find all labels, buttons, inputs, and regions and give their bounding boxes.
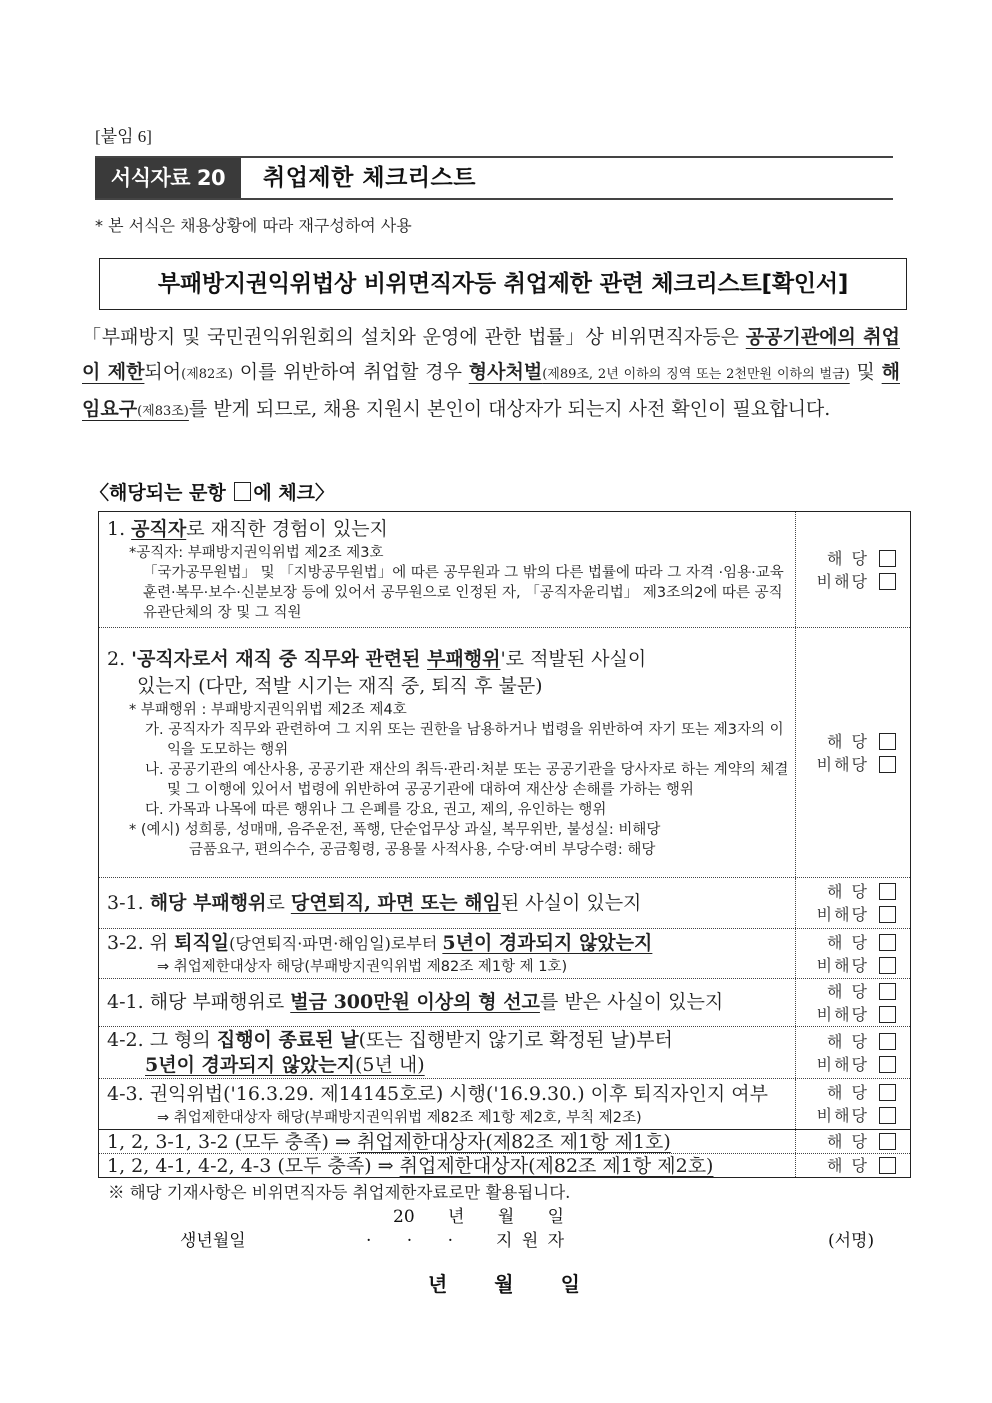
option-applicable[interactable]	[827, 980, 896, 1003]
question-keyword: 부패행위	[427, 647, 501, 670]
question-keyword: 집행이 종료된 날	[216, 1028, 359, 1051]
checkbox[interactable]	[879, 906, 896, 923]
option-label: 비해당	[816, 1004, 869, 1024]
summary-condition: 1, 2, 4-1, 4-2, 4-3 (모두 충족) ⇒	[107, 1154, 400, 1177]
heading-text: 〈해당되는 문항	[90, 482, 233, 504]
summary-result: 취업제한대상자(제82조 제1항 제2호)	[399, 1154, 714, 1177]
question-cell	[99, 512, 796, 627]
question-cell	[99, 1079, 796, 1129]
question-text: 로 재직한 경험이 있는지	[186, 518, 388, 540]
question-title	[107, 516, 789, 543]
intro-penalty-detail: (제89조, 2년 이하의 징역 또는 2천만원 이하의 벌금)	[542, 367, 850, 382]
birthdate-field[interactable]: . . .	[366, 1226, 454, 1246]
checklist-row-2	[99, 627, 910, 877]
date-line[interactable]: 20 년 월 일	[393, 1207, 565, 1227]
question-text: 해당 부패행위로	[149, 991, 291, 1013]
question-number: 3-2.	[107, 932, 150, 954]
checkbox[interactable]	[879, 756, 896, 773]
answer-cell	[796, 628, 910, 877]
example-not-applicable: * (예시) 성희롱, 성매매, 음주운전, 폭행, 단순업무상 과실, 복무위반, 불성실: 비해당	[129, 821, 661, 838]
question-number: 4-2.	[107, 1028, 150, 1051]
usage-note: * 본 서식은 채용상황에 따라 재구성하여 사용	[95, 216, 412, 235]
option-applicable[interactable]	[827, 880, 896, 903]
checkbox[interactable]	[879, 1107, 896, 1124]
option-applicable[interactable]	[827, 1131, 896, 1153]
option-applicable[interactable]	[827, 547, 896, 570]
intro-article-ref: (제83조)	[137, 404, 189, 419]
option-label: 해 당	[827, 548, 869, 568]
checkbox[interactable]	[879, 573, 896, 590]
question-title	[107, 646, 789, 673]
checkbox[interactable]	[879, 733, 896, 750]
option-label: 비해당	[816, 754, 869, 774]
answer-cell	[796, 1027, 910, 1078]
option-label: 해 당	[827, 981, 869, 1001]
option-not-applicable[interactable]	[817, 954, 896, 977]
answer-cell	[796, 979, 910, 1026]
form-title-bar	[95, 156, 893, 200]
checkbox[interactable]	[879, 957, 896, 974]
answer-cell	[796, 1079, 910, 1129]
option-label: 해 당	[827, 731, 869, 751]
question-text: (당연퇴직·파면·해임일)로부터	[229, 934, 443, 953]
checkbox-glyph-icon	[234, 482, 251, 501]
option-label: 비해당	[816, 905, 869, 924]
option-label: 비해당	[816, 1106, 869, 1125]
form-number-badge: 서식자료 20	[95, 158, 241, 198]
signature-field[interactable]: (서명)	[828, 1231, 875, 1251]
checklist-row-4-1	[99, 978, 910, 1026]
question-number: 3-1.	[107, 891, 150, 914]
example-applicable: 금품요구, 편의수수, 공금횡령, 공용물 사적사용, 수당·여비 부당수령: 해당	[189, 841, 656, 858]
intro-text: 를 받게 되므로, 채용 지원시 본인이 대상자가 되는지 사전 확인이 필요합니다.	[188, 398, 831, 420]
option-label: 비해당	[816, 571, 869, 591]
question-text-line2	[107, 1053, 789, 1078]
question-text: 권익위법('16.3.29. 제14145호로) 시행('16.9.30.) 이후 퇴직자인지 여부	[149, 1082, 768, 1105]
option-not-applicable[interactable]	[817, 753, 896, 776]
checklist-row-3-1	[99, 877, 910, 928]
question-keyword: 벌금 300만원 이상의 형 선고	[290, 991, 540, 1013]
bottom-date: 년 월 일	[428, 1272, 580, 1296]
option-label: 해 당	[827, 1083, 869, 1102]
definition-da: 다. 가목과 나목에 따른 행위나 그 은폐를 강요, 권고, 제의, 유인하는 행위	[145, 801, 607, 818]
option-not-applicable[interactable]	[817, 1053, 896, 1076]
summary-condition: 1, 2, 3-1, 3-2 (모두 충족) ⇒	[107, 1130, 357, 1153]
checkbox[interactable]	[879, 883, 896, 900]
checkbox[interactable]	[879, 934, 896, 951]
check-instruction-heading	[90, 478, 334, 505]
intro-emphasis-criminal-penalty: 형사처벌	[468, 361, 543, 383]
question-text: (또는 집행받지 않기로 확정된 날)부터	[358, 1028, 673, 1051]
summary-text	[107, 1131, 789, 1153]
definition-ga: 가. 공직자가 직무와 관련하여 그 지위 또는 권한을 남용하거나 법령을 위반하여 자기 또는 제3자의 이익을 도모하는 행위	[145, 721, 784, 758]
summary-row-2	[99, 1153, 910, 1177]
question-keyword: 당연퇴직, 파면 또는 해임	[290, 891, 501, 914]
question-cell	[99, 1027, 796, 1078]
data-usage-note: ※ 해당 기재사항은 비위면직자등 취업제한자료로만 활용됩니다.	[108, 1183, 571, 1202]
birthdate-label: 생년월일	[180, 1231, 246, 1251]
question-note: * 부패행위 : 부패방지권익위법 제2조 제4호	[129, 701, 407, 718]
option-applicable[interactable]	[827, 1155, 896, 1177]
option-label: 해 당	[827, 1031, 869, 1051]
intro-text: 및	[849, 361, 882, 383]
question-title	[107, 1081, 789, 1108]
option-applicable[interactable]	[827, 931, 896, 954]
question-title	[107, 989, 789, 1016]
question-note-detail: 「국가공무원법」 및 「지방공무원법」에 따른 공무원과 그 밖의 다른 법률에 따라 그 자격 ·임용·교육훈련·복무·보수·신분보장 등에 있어서 공무원으로 인정된 자, 「공직자윤리법」 제3조의2에 따른 공직유관단체의 장 및 그 직원	[143, 565, 784, 621]
form-title: 취업제한 체크리스트	[263, 165, 476, 191]
checklist-row-3-2	[99, 928, 910, 978]
checkbox[interactable]	[879, 1084, 896, 1101]
summary-result: 취업제한대상자(제82조 제1항 제1호)	[356, 1130, 671, 1153]
checkbox[interactable]	[879, 1157, 896, 1174]
intro-emphasis-dismissal-request: 해임요구	[82, 361, 900, 420]
heading-text: 에 체크〉	[253, 482, 335, 504]
question-title	[107, 930, 789, 957]
question-keyword: 5년이 경과되지 않았는지	[145, 1053, 355, 1076]
question-result-note: ⇒ 취업제한대상자 해당(부패방지권익위법 제82조 제1항 제2호, 부칙 제2조)	[157, 1109, 642, 1126]
document-title: 부패방지권익위법상 비위면직자등 취업제한 관련 체크리스트[확인서]	[99, 258, 907, 310]
question-text: 로	[266, 891, 291, 914]
question-keyword: 공직자	[131, 518, 187, 540]
question-number: 1.	[107, 518, 132, 540]
checkbox[interactable]	[879, 1006, 896, 1023]
option-label: 비해당	[816, 955, 869, 975]
option-applicable[interactable]	[827, 1030, 896, 1053]
intro-paragraph	[82, 320, 900, 429]
question-result-note: ⇒ 취업제한대상자 해당(부패방지권익위법 제82조 제1항 제 1호)	[157, 959, 568, 975]
answer-cell	[796, 1154, 910, 1177]
option-label: 해 당	[827, 1155, 869, 1175]
option-label: 해 당	[827, 1131, 869, 1151]
definition-na: 나. 공공기관의 예산사용, 공공기관 재산의 취득·관리·처분 또는 공공기관을 당사자로 하는 계약의 체결 및 그 이행에 있어서 법령에 위반하여 공공기관에 대하여 재산상 손해를 가하는 행위	[145, 761, 789, 798]
question-text: 된 사실이 있는지	[500, 891, 642, 914]
option-not-applicable[interactable]	[817, 903, 896, 926]
answer-cell	[796, 878, 910, 928]
option-label: 해 당	[827, 932, 869, 952]
question-cell	[99, 979, 796, 1026]
checkbox[interactable]	[879, 983, 896, 1000]
intro-emphasis-employment-restriction: 공공기관에의 취업이 제한	[82, 326, 900, 383]
checkbox[interactable]	[879, 1033, 896, 1050]
option-not-applicable[interactable]	[817, 570, 896, 593]
option-label: 해 당	[827, 882, 869, 901]
summary-row-1	[99, 1129, 910, 1153]
option-applicable[interactable]	[827, 730, 896, 753]
question-text: 있는지 (다만, 적발 시기는 재직 중, 퇴직 후 불문)	[137, 674, 543, 697]
intro-text: 「부패방지 및 국민권익위원회의 설치와 운영에 관한 법률」상 비위면직자등은	[82, 326, 746, 348]
option-label: 비해당	[816, 1054, 869, 1074]
checkbox[interactable]	[879, 1133, 896, 1150]
question-cell	[99, 628, 796, 877]
applicant-label: 지 원 자	[496, 1231, 567, 1251]
question-keyword: 퇴직일	[174, 932, 230, 954]
option-not-applicable[interactable]	[817, 1104, 896, 1127]
question-cell	[99, 929, 796, 978]
checkbox[interactable]	[879, 1056, 896, 1073]
checklist-table	[98, 511, 911, 1178]
question-cell	[99, 878, 796, 928]
checklist-row-1	[99, 512, 910, 627]
question-text: 위	[149, 932, 175, 954]
option-not-applicable[interactable]	[817, 1003, 896, 1026]
checklist-row-4-2	[99, 1026, 910, 1078]
checklist-row-4-3	[99, 1078, 910, 1129]
summary-text	[107, 1155, 789, 1177]
intro-text: 이를 위반하여 취업할 경우	[232, 361, 469, 383]
question-number: 4-1.	[107, 991, 150, 1013]
question-number: 2.	[107, 647, 132, 670]
answer-cell	[796, 929, 910, 978]
question-text: 그 형의	[149, 1028, 217, 1051]
intro-article-ref: (제82조)	[181, 367, 233, 382]
option-applicable[interactable]	[827, 1081, 896, 1104]
question-text: 를 받은 사실이 있는지	[539, 991, 724, 1013]
question-keyword: 5년이 경과되지 않았는지	[442, 932, 653, 954]
summary-cell	[99, 1130, 796, 1153]
question-keyword: 해당 부패행위	[149, 891, 267, 914]
attachment-label: [붙임 6]	[95, 127, 152, 146]
answer-cell	[796, 1130, 910, 1153]
question-text: '로 적발된 사실이	[500, 647, 647, 670]
answer-cell	[796, 512, 910, 627]
intro-text: 되어	[144, 361, 182, 383]
summary-cell	[99, 1154, 796, 1177]
question-note: *공직자: 부패방지권익위법 제2조 제3호	[129, 545, 384, 561]
question-number: 4-3.	[107, 1082, 150, 1105]
question-text: (5년 내)	[355, 1053, 425, 1076]
question-keyword: '공직자로서 재직 중 직무와 관련된	[131, 647, 428, 670]
question-title	[107, 1028, 789, 1053]
question-title	[107, 890, 789, 917]
checkbox[interactable]	[879, 550, 896, 567]
